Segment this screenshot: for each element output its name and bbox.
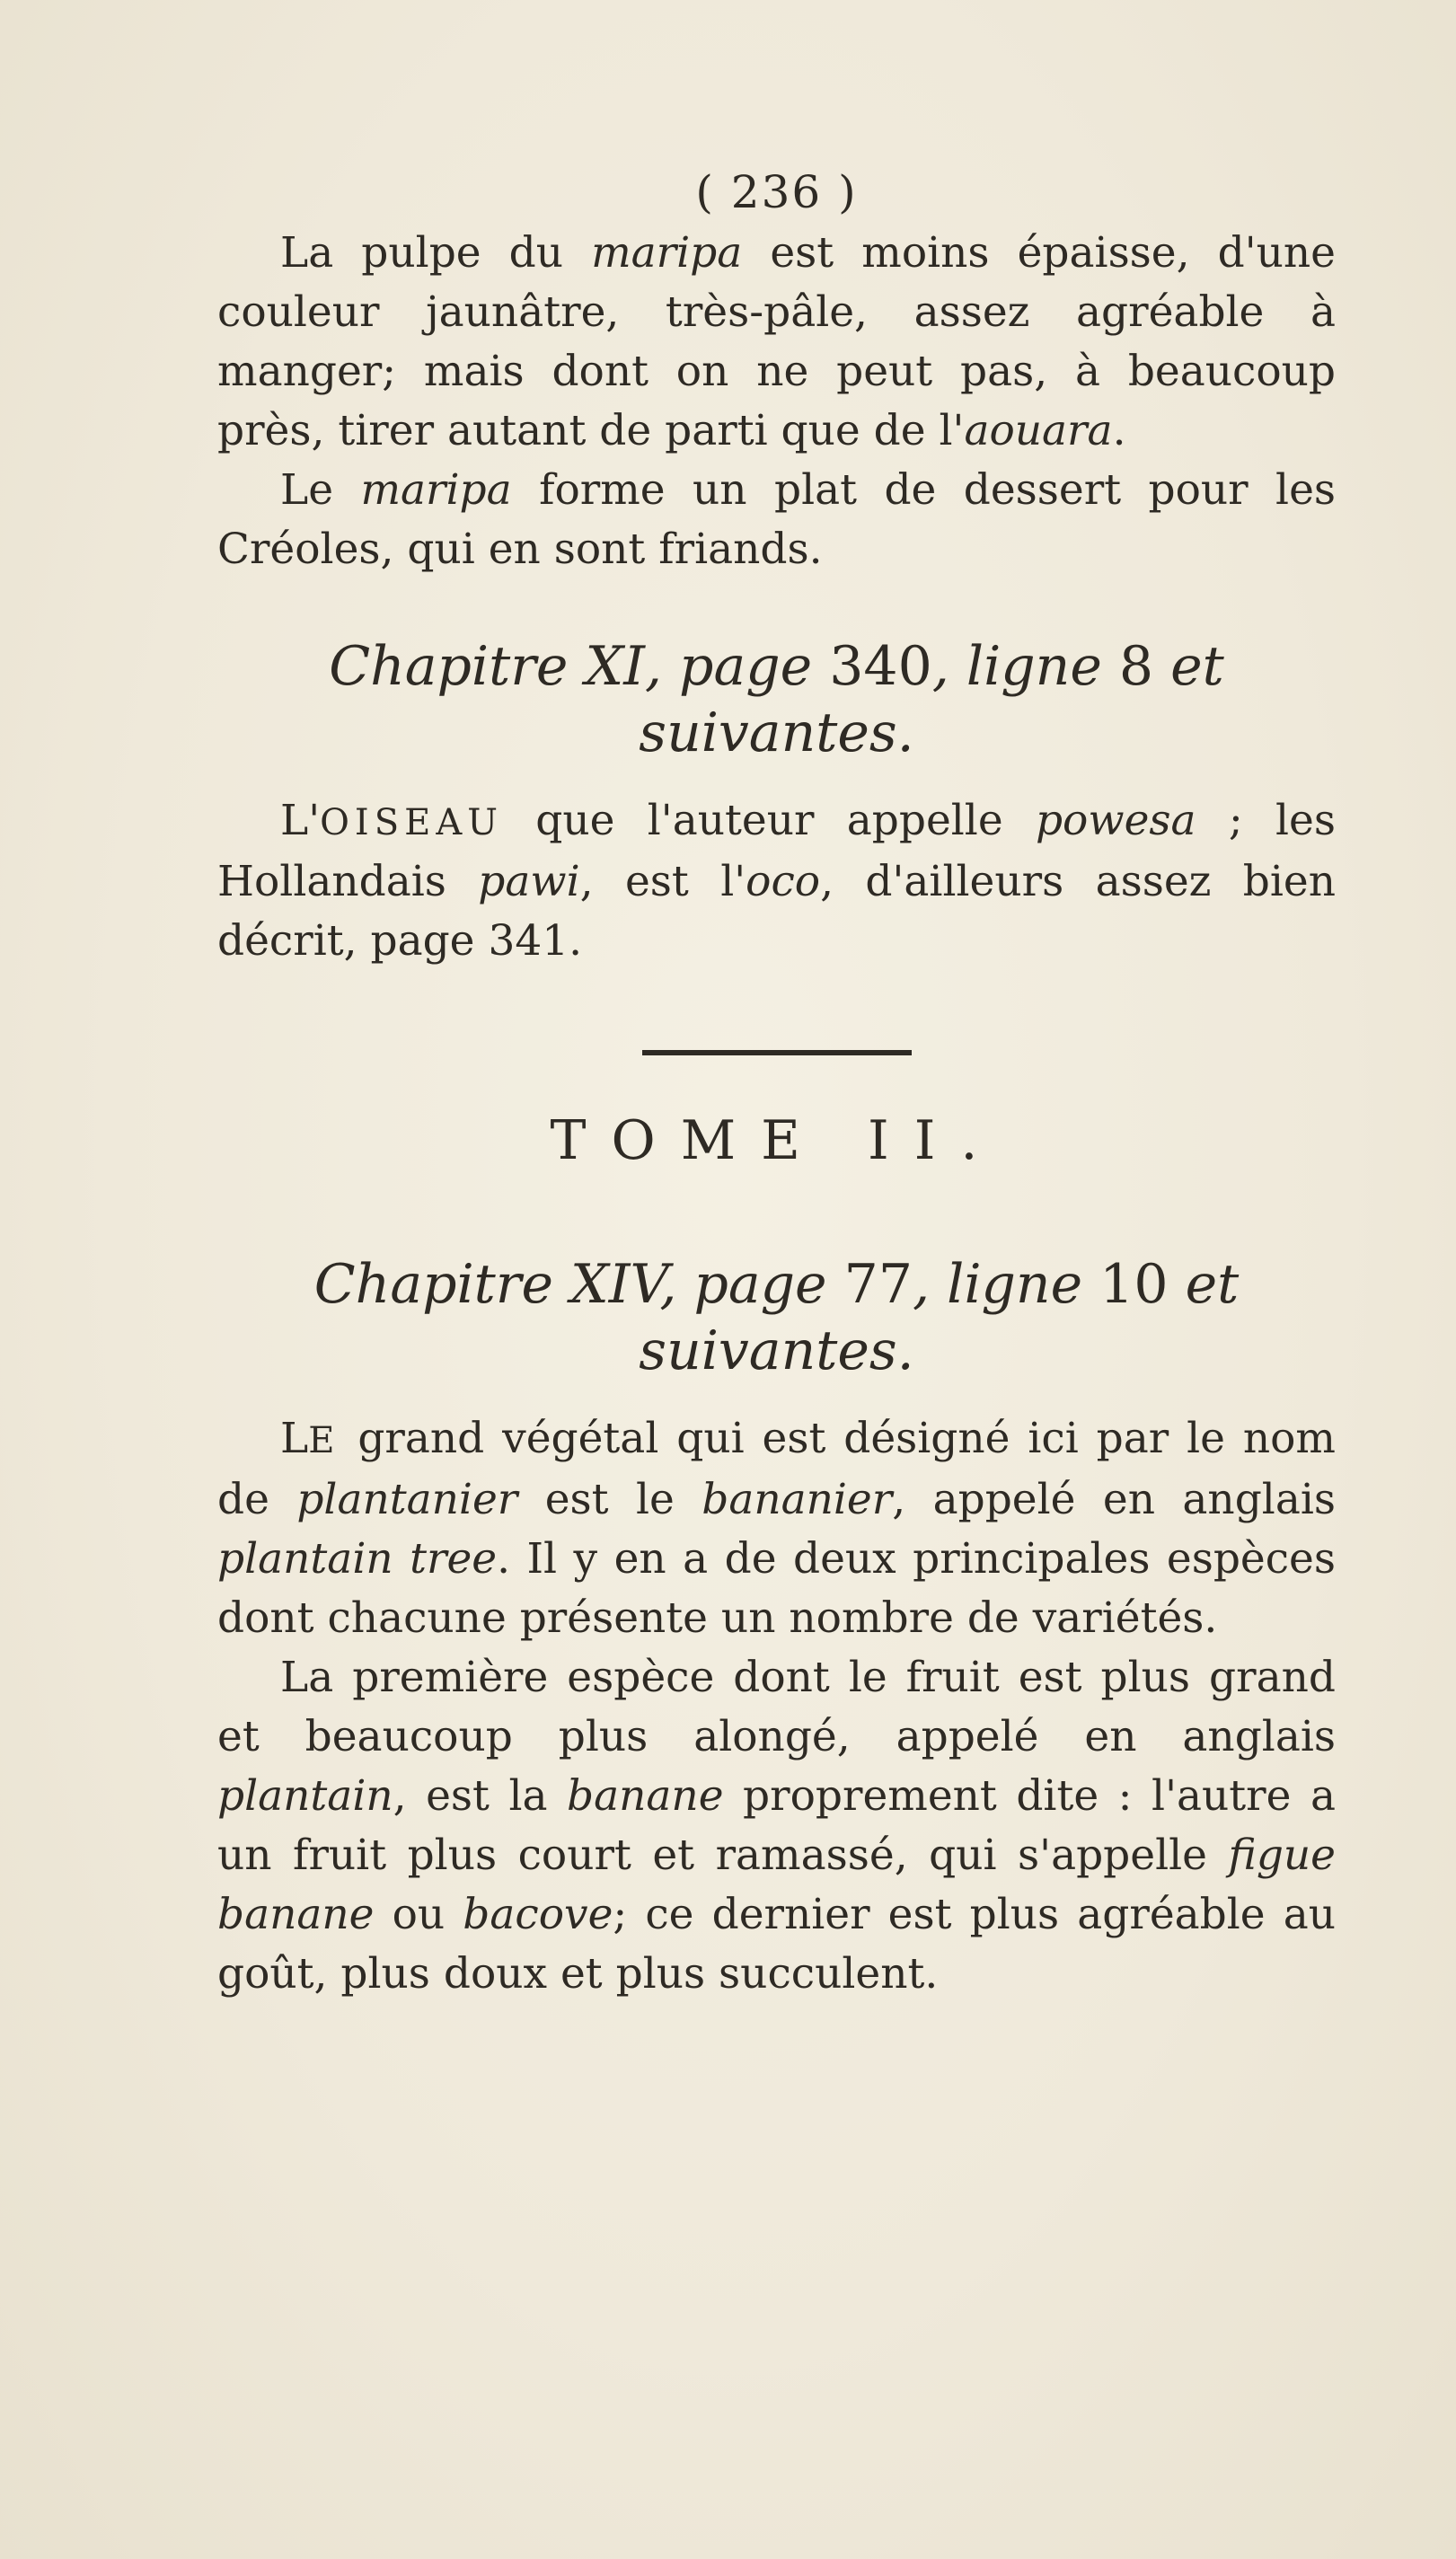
italic-term: plantain tree <box>217 1534 498 1584</box>
text: est le <box>517 1475 702 1524</box>
text: que l'auteur appelle <box>502 796 1036 845</box>
heading-number: 77 <box>843 1253 913 1316</box>
heading-number: 10 <box>1099 1253 1169 1316</box>
italic-term: plantanier <box>296 1475 518 1524</box>
paragraph-maripa-dessert <box>217 461 1336 579</box>
drop-cap: L' <box>280 796 321 845</box>
drop-cap: L <box>280 1414 309 1463</box>
italic-term: powesa <box>1035 796 1196 845</box>
italic-term: maripa <box>591 228 743 278</box>
italic-term: plantain <box>217 1771 393 1821</box>
italic-term: maripa <box>360 465 512 515</box>
tome-heading: TOME II. <box>550 1109 1003 1172</box>
italic-term: oco <box>746 857 821 906</box>
text: Le <box>280 465 361 515</box>
text: est moins épaisse, d'une couleur jaunâtre, très-pâle, assez agréable à manger; mais dont on ne peut pas, à beaucoup près, tirer autant de parti que de l' <box>217 228 1336 455</box>
small-caps-word: E <box>308 1420 340 1461</box>
paragraph-premiere-espece <box>217 1648 1336 2004</box>
text: La pulpe du <box>280 228 592 278</box>
italic-term: figue banane <box>217 1831 1336 1939</box>
text: , est la <box>393 1771 568 1821</box>
heading-text: Chapitre XIV, page <box>313 1253 844 1316</box>
page-content <box>217 166 1336 2004</box>
text: , d'ailleurs assez bien décrit, page 341. <box>217 857 1337 966</box>
section-heading-chapitre-xi <box>217 633 1336 766</box>
heading-text: et suivantes. <box>639 635 1224 764</box>
italic-term: banane <box>567 1771 724 1821</box>
text: , appelé en anglais <box>892 1475 1336 1524</box>
section-heading-chapitre-xiv <box>217 1251 1336 1384</box>
text: proprement dite : l'autre a un fruit plus court et ramassé, qui s'appelle <box>217 1771 1336 1880</box>
heading-text: Chapitre XI, page <box>329 635 830 698</box>
text: La première espèce dont le fruit est plus grand et beaucoup plus alongé, appelé en anglais <box>217 1653 1336 1761</box>
paragraph-oiseau <box>217 791 1336 971</box>
text: forme un plat de dessert pour les Créoles, qui en sont friands. <box>217 465 1337 574</box>
heading-number: 340 <box>829 635 932 698</box>
text: grand végétal qui est désigné ici par le nom de <box>217 1414 1336 1524</box>
text: ou <box>374 1890 463 1939</box>
italic-term: pawi <box>478 857 580 906</box>
text: . <box>1112 406 1126 455</box>
heading-number: 8 <box>1118 635 1154 698</box>
text: , est l' <box>579 857 746 906</box>
italic-term: bacove <box>463 1890 613 1939</box>
paragraph-grand-vegetal <box>217 1409 1336 1648</box>
small-caps-word: OISEAU <box>320 802 503 843</box>
italic-term: aouara <box>964 406 1113 455</box>
text: ; ce dernier est plus agréable au goût, plus doux et plus succulent. <box>217 1890 1336 1999</box>
page-number: ( 236 ) <box>695 166 858 218</box>
paragraph-maripa-pulp <box>217 224 1336 461</box>
heading-text: et suivantes. <box>639 1253 1240 1382</box>
italic-term: bananier <box>702 1475 893 1524</box>
text: ; les Hollandais <box>217 796 1336 906</box>
heading-text: , ligne <box>913 1253 1100 1316</box>
text: . Il y en a de deux principales espèces dont chacune présente un nombre de variétés. <box>217 1534 1336 1643</box>
heading-text: , ligne <box>931 635 1119 698</box>
